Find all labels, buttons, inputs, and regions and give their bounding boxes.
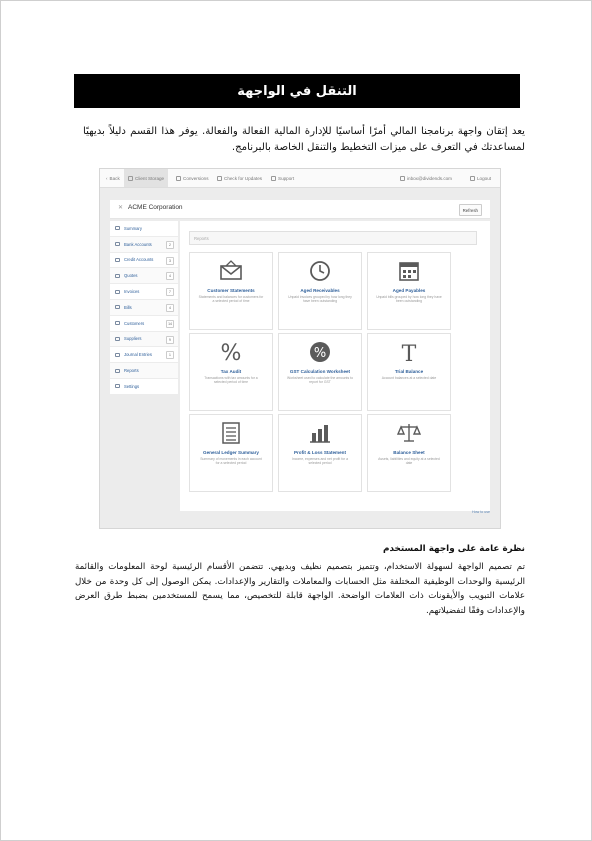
sidebar-item-count: 7 [166,288,174,296]
svg-text:%: % [313,346,327,361]
envelope-icon [218,259,244,283]
sidebar-item[interactable] [110,379,178,395]
sidebar-item-count: 1 [166,351,174,359]
sidebar-item-label: Bank Accounts [124,241,152,247]
report-tile[interactable] [367,333,451,411]
company-header [110,200,490,219]
text-t-icon [396,340,422,364]
journal-icon [115,353,120,357]
ledger-icon [218,421,244,445]
report-tile[interactable] [367,252,451,330]
sidebar-item-count: 3 [166,257,174,265]
overview-heading: نظرة عامة على واجهة المستخدم [383,544,525,554]
report-tile[interactable] [367,414,451,492]
sidebar-item-count: 14 [166,320,174,328]
svg-text:T: T [401,342,417,364]
report-tile[interactable] [189,414,273,492]
top-navigation [100,169,500,188]
refresh-button[interactable]: Refresh [459,204,482,216]
support-icon [271,176,276,181]
report-tile-title: Balance Sheet [393,450,425,455]
sidebar-item[interactable] [110,237,178,253]
sidebar-item-label: Journal Entries [124,352,152,358]
conversions-tab[interactable]: Conversions [176,169,209,187]
logout-link[interactable]: Logout [470,169,491,187]
email-link[interactable]: inbox@dividends.com [400,169,452,187]
sidebar-item[interactable] [110,316,178,332]
sidebar-item[interactable] [110,221,178,237]
quote-icon [115,274,120,278]
sidebar-item-label: Settings [124,383,140,389]
bank-icon [115,242,120,246]
sidebar-item-count: 4 [166,272,174,280]
user-icon [400,176,405,181]
percent-circle-icon [307,340,333,364]
sidebar-item-label: Suppliers [124,336,142,342]
calendar-icon [396,259,422,283]
sidebar-item-label: Invoices [124,289,140,295]
sidebar-item[interactable] [110,300,178,316]
sidebar-item[interactable] [110,268,178,284]
app-screenshot [99,168,501,529]
check-updates-tab[interactable]: Check for Updates [217,169,262,187]
summary-icon [115,226,120,230]
report-tile-title: Customer Statements [207,288,255,293]
invoice-icon [115,290,120,294]
report-tile-title: Tax Audit [220,369,242,374]
sidebar-item-label: Reports [124,368,139,374]
sidebar-item-count: 9 [166,336,174,344]
sidebar-item-label: Summary [124,225,142,231]
svg-text:%: % [220,341,242,364]
report-tile-description: Statements and balances for customers for a selected period of time [198,295,264,304]
percent-icon [218,340,244,364]
sidebar-item-count: 2 [166,241,174,249]
report-tile-description: Unpaid bills grouped by how long they have been outstanding [376,295,442,304]
storage-icon [128,176,133,181]
report-tile-title: Profit & Loss Statement [293,450,347,455]
close-icon[interactable]: ✕ [118,205,124,211]
credit-card-icon [115,258,120,262]
report-tile-description: Transactions with tax amounts for a selected period of time [204,376,258,385]
report-tile-title: General Ledger Summary [203,450,259,455]
report-tile-description: Summary of movements in each account for a selected period [200,457,262,466]
report-tile-description: Unpaid invoices grouped by how long they have been outstanding [288,295,352,304]
sidebar-item-label: Customers [124,320,145,326]
customers-icon [115,321,120,325]
bar-chart-icon [307,421,333,445]
sidebar-item[interactable] [110,284,178,300]
sidebar-item-label: Credit Accounts [124,257,154,263]
suppliers-icon [115,337,120,341]
sidebar-item-count: 4 [166,304,174,312]
report-tile-title: Trial Balance [394,369,424,374]
report-tile[interactable] [189,252,273,330]
logout-icon [470,176,475,181]
report-tile[interactable] [278,252,362,330]
sidebar-item[interactable] [110,253,178,269]
reports-search-input[interactable]: Reports [189,231,477,245]
reports-panel [180,221,490,511]
intro-paragraph: يعد إتقان واجهة برنامجنا المالي أمرًا أساسيًا للإدارة المالية الفعالة والفعالة. يوفر هذا القسم دليلاً بديهيًا لمساعدتك في التعرف على ميزات التخطيط والتنقل الخاصة بالبرنامج. [83,126,525,153]
report-tile-description: Worksheet used to calculate the amounts to report for GST [287,376,353,385]
bill-icon [115,305,120,309]
clock-icon [307,259,333,283]
sidebar-item[interactable] [110,332,178,348]
sidebar-item[interactable] [110,347,178,363]
report-tile[interactable] [278,333,362,411]
sidebar [110,221,178,395]
settings-icon [115,384,120,388]
support-tab[interactable]: Support [271,169,294,187]
reports-icon [115,369,120,373]
sidebar-item-label: Quotes [124,273,138,279]
report-tile-description: Assets, liabilities and equity at a selected date [378,457,440,466]
company-name: ACME Corporation [128,204,183,211]
report-tile-title: Aged Receivables [300,288,340,293]
report-tile-description: Income, expenses and net profit for a selected period [292,457,348,466]
overview-paragraph: تم تصميم الواجهة لسهولة الاستخدام، وتتميز بتصميم نظيف وبديهي. تتضمن الأقسام الرئيسية لوحة المعلومات والقائمة الرئيسية والوحدات الوظيفية المختلفة مثل الحسابات والمعاملات والتقارير والإعدادات. يمكن الوصول إلى كل وحدة من خلال علامات التبويب والأيقونات ذات العلامات الواضحة. الواجهة قابلة للتخصيص، مما يسمح للمستخدمين بضبط طرق العرض والإعدادات وفقًا لتفضيلاتهم. [75,562,525,617]
back-link[interactable]: ‹ Back [106,175,120,181]
report-tile-title: Aged Payables [392,288,426,293]
back-arrow-icon: ‹ [106,175,108,181]
section-title: التنقل في الواجهة [74,74,520,108]
conversions-icon [176,176,181,181]
report-tile-title: GST Calculation Worksheet [289,369,351,374]
client-storage-tab[interactable]: Client Storage [124,169,168,187]
report-tile-description: Account balances at a selected date [381,376,437,380]
update-icon [217,176,222,181]
help-link[interactable]: How to use [472,510,490,514]
sidebar-item-label: Bills [124,304,132,310]
scales-icon [396,421,422,445]
report-tile[interactable] [189,333,273,411]
sidebar-item[interactable] [110,363,178,379]
report-tile[interactable] [278,414,362,492]
